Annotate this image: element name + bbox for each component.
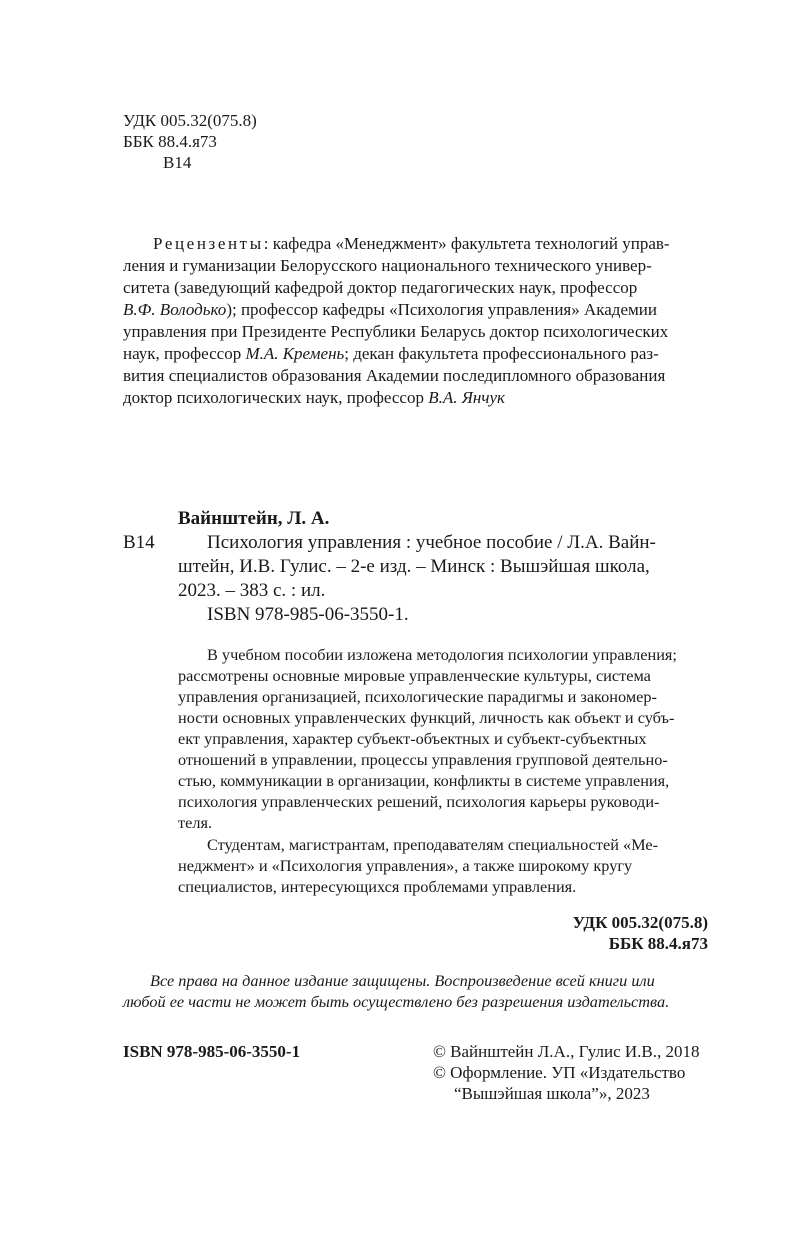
bbk-code-bold: ББК 88.4.я73 xyxy=(608,934,708,953)
reviewers-line: наук, профессор М.А. Кремень; декан факультета профессионального раз- xyxy=(123,344,659,363)
summary-line: теля. xyxy=(178,813,213,832)
bib-isbn: ISBN 978-985-06-3550-1. xyxy=(207,604,409,625)
book-author: Вайнштейн, Л. А. xyxy=(178,508,330,529)
reviewers-line: вития специалистов образования Академии последипломного образования xyxy=(123,366,666,385)
bib-line: Психология управления : учебное пособие / Л.А. Вайн- xyxy=(207,532,656,553)
reviewer-name: В.А. Янчук xyxy=(428,388,505,407)
reviewers-line: Рецензенты: кафедра «Менеджмент» факультета технологий управ- xyxy=(153,234,670,253)
reviewers-line: ления и гуманизации Белорусского национального технического универ- xyxy=(123,256,652,275)
author-mark: В14 xyxy=(163,153,192,172)
reviewers-line: В.Ф. Володько); профессор кафедры «Психология управления» Академии xyxy=(123,300,657,319)
author-mark-code: В14 xyxy=(123,532,155,553)
reviewers-line: управления при Президенте Республики Беларусь доктор психологических xyxy=(123,322,669,341)
summary-line: специалистов, интересующихся проблемами управления. xyxy=(178,877,577,896)
udk-code: УДК 005.32(075.8) xyxy=(123,111,257,130)
copyright-line: “Вышэйшая школа”», 2023 xyxy=(454,1084,650,1103)
summary-line: В учебном пособии изложена методология психологии управления; xyxy=(207,645,677,664)
summary-line: рассмотрены основные мировые управленческие культуры, система xyxy=(178,666,651,685)
rights-line: Все права на данное издание защищены. Воспроизведение всей книги или xyxy=(150,971,655,990)
reviewer-name: М.А. Кремень xyxy=(245,344,345,363)
bib-line: штейн, И.В. Гулис. – 2-е изд. – Минск : Вышэйшая школа, xyxy=(178,556,650,577)
summary-line: Студентам, магистрантам, преподавателям специальностей «Ме- xyxy=(207,835,659,854)
summary-line: психология управленческих решений, психология карьеры руководи- xyxy=(178,792,660,811)
summary-line: ект управления, характер субъект-объектных и субъект-субъектных xyxy=(178,729,647,748)
bbk-code: ББК 88.4.я73 xyxy=(123,132,217,151)
rights-line: любой ее части не может быть осуществлено без разрешения издательства. xyxy=(123,992,670,1011)
reviewers-line: доктор психологических наук, профессор В.А. Янчук xyxy=(123,388,505,407)
copyright-line: © Оформление. УП «Издательство xyxy=(433,1063,686,1082)
summary-line: отношений в управлении, процессы управления групповой деятельно- xyxy=(178,750,668,769)
udk-code-bold: УДК 005.32(075.8) xyxy=(572,913,708,932)
reviewers-label: Рецензенты xyxy=(153,234,264,253)
reviewers-line: ситета (заведующий кафедрой доктор педагогических наук, профессор xyxy=(123,278,638,297)
bib-line: 2023. – 383 с. : ил. xyxy=(178,580,326,601)
copyright-line: © Вайнштейн Л.А., Гулис И.В., 2018 xyxy=(433,1042,700,1061)
summary-line: стью, коммуникации в организации, конфликты в системе управления, xyxy=(178,771,670,790)
summary-line: неджмент» и «Психология управления», а также широкому кругу xyxy=(178,856,633,875)
footer-isbn: ISBN 978-985-06-3550-1 xyxy=(123,1042,301,1061)
reviewer-name: В.Ф. Володько xyxy=(123,300,227,319)
summary-line: управления организацией, психологические парадигмы и закономер- xyxy=(178,687,657,706)
summary-line: ности основных управленческих функций, личность как объект и субъ- xyxy=(178,708,675,727)
